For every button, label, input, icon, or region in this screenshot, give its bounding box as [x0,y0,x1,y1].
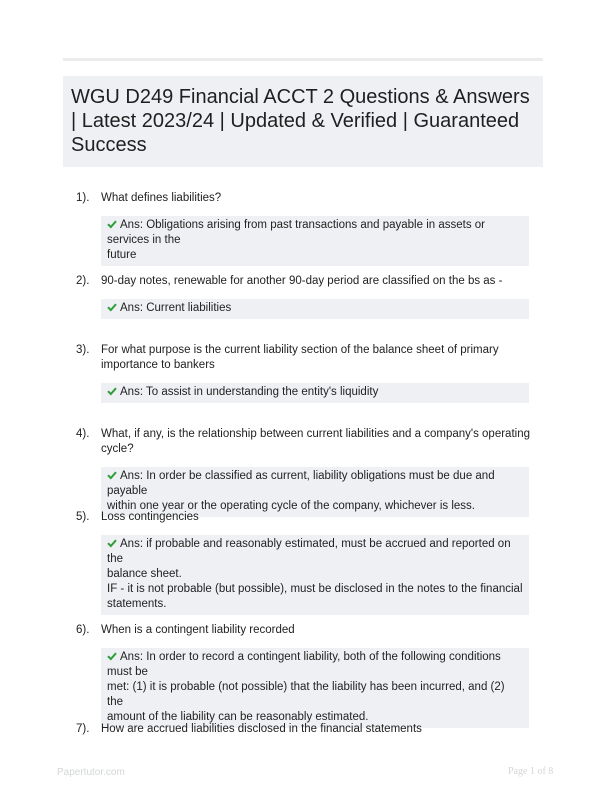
qa-item-5 [63,510,543,615]
question-text: What, if any, is the relationship between current liabilities and a company's operating cycle? [101,428,530,455]
question-text: What defines liabilities? [101,192,222,204]
question-number: 2). [76,275,90,287]
qa-item-2 [63,274,543,319]
answer-box [101,383,529,403]
check-icon [107,219,117,229]
answer-box [101,535,529,615]
answer-line [107,650,523,680]
footer-watermark: Papertutor.com [57,767,125,778]
question-number: 3). [76,344,90,356]
check-icon [107,302,117,312]
page-title: WGU D249 Financial ACCT 2 Questions & Answers | Latest 2023/24 | Updated & Verified | Guaranteed Success [71,86,530,156]
check-icon [107,651,117,661]
question-number: 4). [76,428,90,440]
answer-text: Ans: In order to record a contingent liability, both of the following conditions must be [107,651,501,678]
answer-box [101,216,529,266]
qa-item-4 [63,427,543,517]
qa-item-6 [63,623,543,728]
answer-line: future [107,249,137,261]
qa-item-3 [63,343,543,403]
answer-line: balance sheet. [107,568,182,580]
answer-text: Ans: Current liabilities [120,302,232,314]
question-text: For what purpose is the current liability section of the balance sheet of primary importance to bankers [101,344,499,371]
top-divider [63,58,543,61]
answer-text: Ans: Obligations arising from past transactions and payable in assets or services in the [107,219,485,246]
title-banner [63,76,543,167]
answer-box [101,299,529,319]
question-text: Loss contingencies [101,511,199,523]
answer-line [107,469,523,499]
answer-line: statements. [107,598,167,610]
check-icon [107,538,117,548]
answer-text: Ans: In order be classified as current, liability obligations must be due and payable [107,470,495,497]
question-text: How are accrued liabilities disclosed in the financial statements [101,723,422,735]
answer-line [107,301,523,316]
qa-item-7 [63,722,543,737]
answer-line [107,537,523,567]
answer-box [101,648,529,728]
answer-line: within one year or the operating cycle of the company, whichever is less. [107,500,475,512]
question-text: When is a contingent liability recorded [101,624,295,636]
answer-line: IF - it is not probable (but possible), must be disclosed in the notes to the financial [107,583,523,595]
qa-item-1 [63,191,543,266]
answer-line [107,218,523,248]
question-number: 1). [76,192,90,204]
question-number: 5). [76,511,90,523]
answer-line [107,385,523,400]
question-text: 90-day notes, renewable for another 90-day period are classified on the bs as - [101,275,503,287]
answer-line: met: (1) it is probable (not possible) that the liability has been incurred, and (2) the [107,681,505,708]
page-number: Page 1 of 8 [508,766,554,777]
question-number: 7). [76,723,90,735]
check-icon [107,386,117,396]
answer-text: Ans: To assist in understanding the entity's liquidity [120,386,379,398]
question-number: 6). [76,624,90,636]
answer-text: Ans: if probable and reasonably estimated, must be accrued and reported on the [107,538,511,565]
check-icon [107,470,117,480]
answer-line: amount of the liability can be reasonably estimated. [107,711,369,723]
